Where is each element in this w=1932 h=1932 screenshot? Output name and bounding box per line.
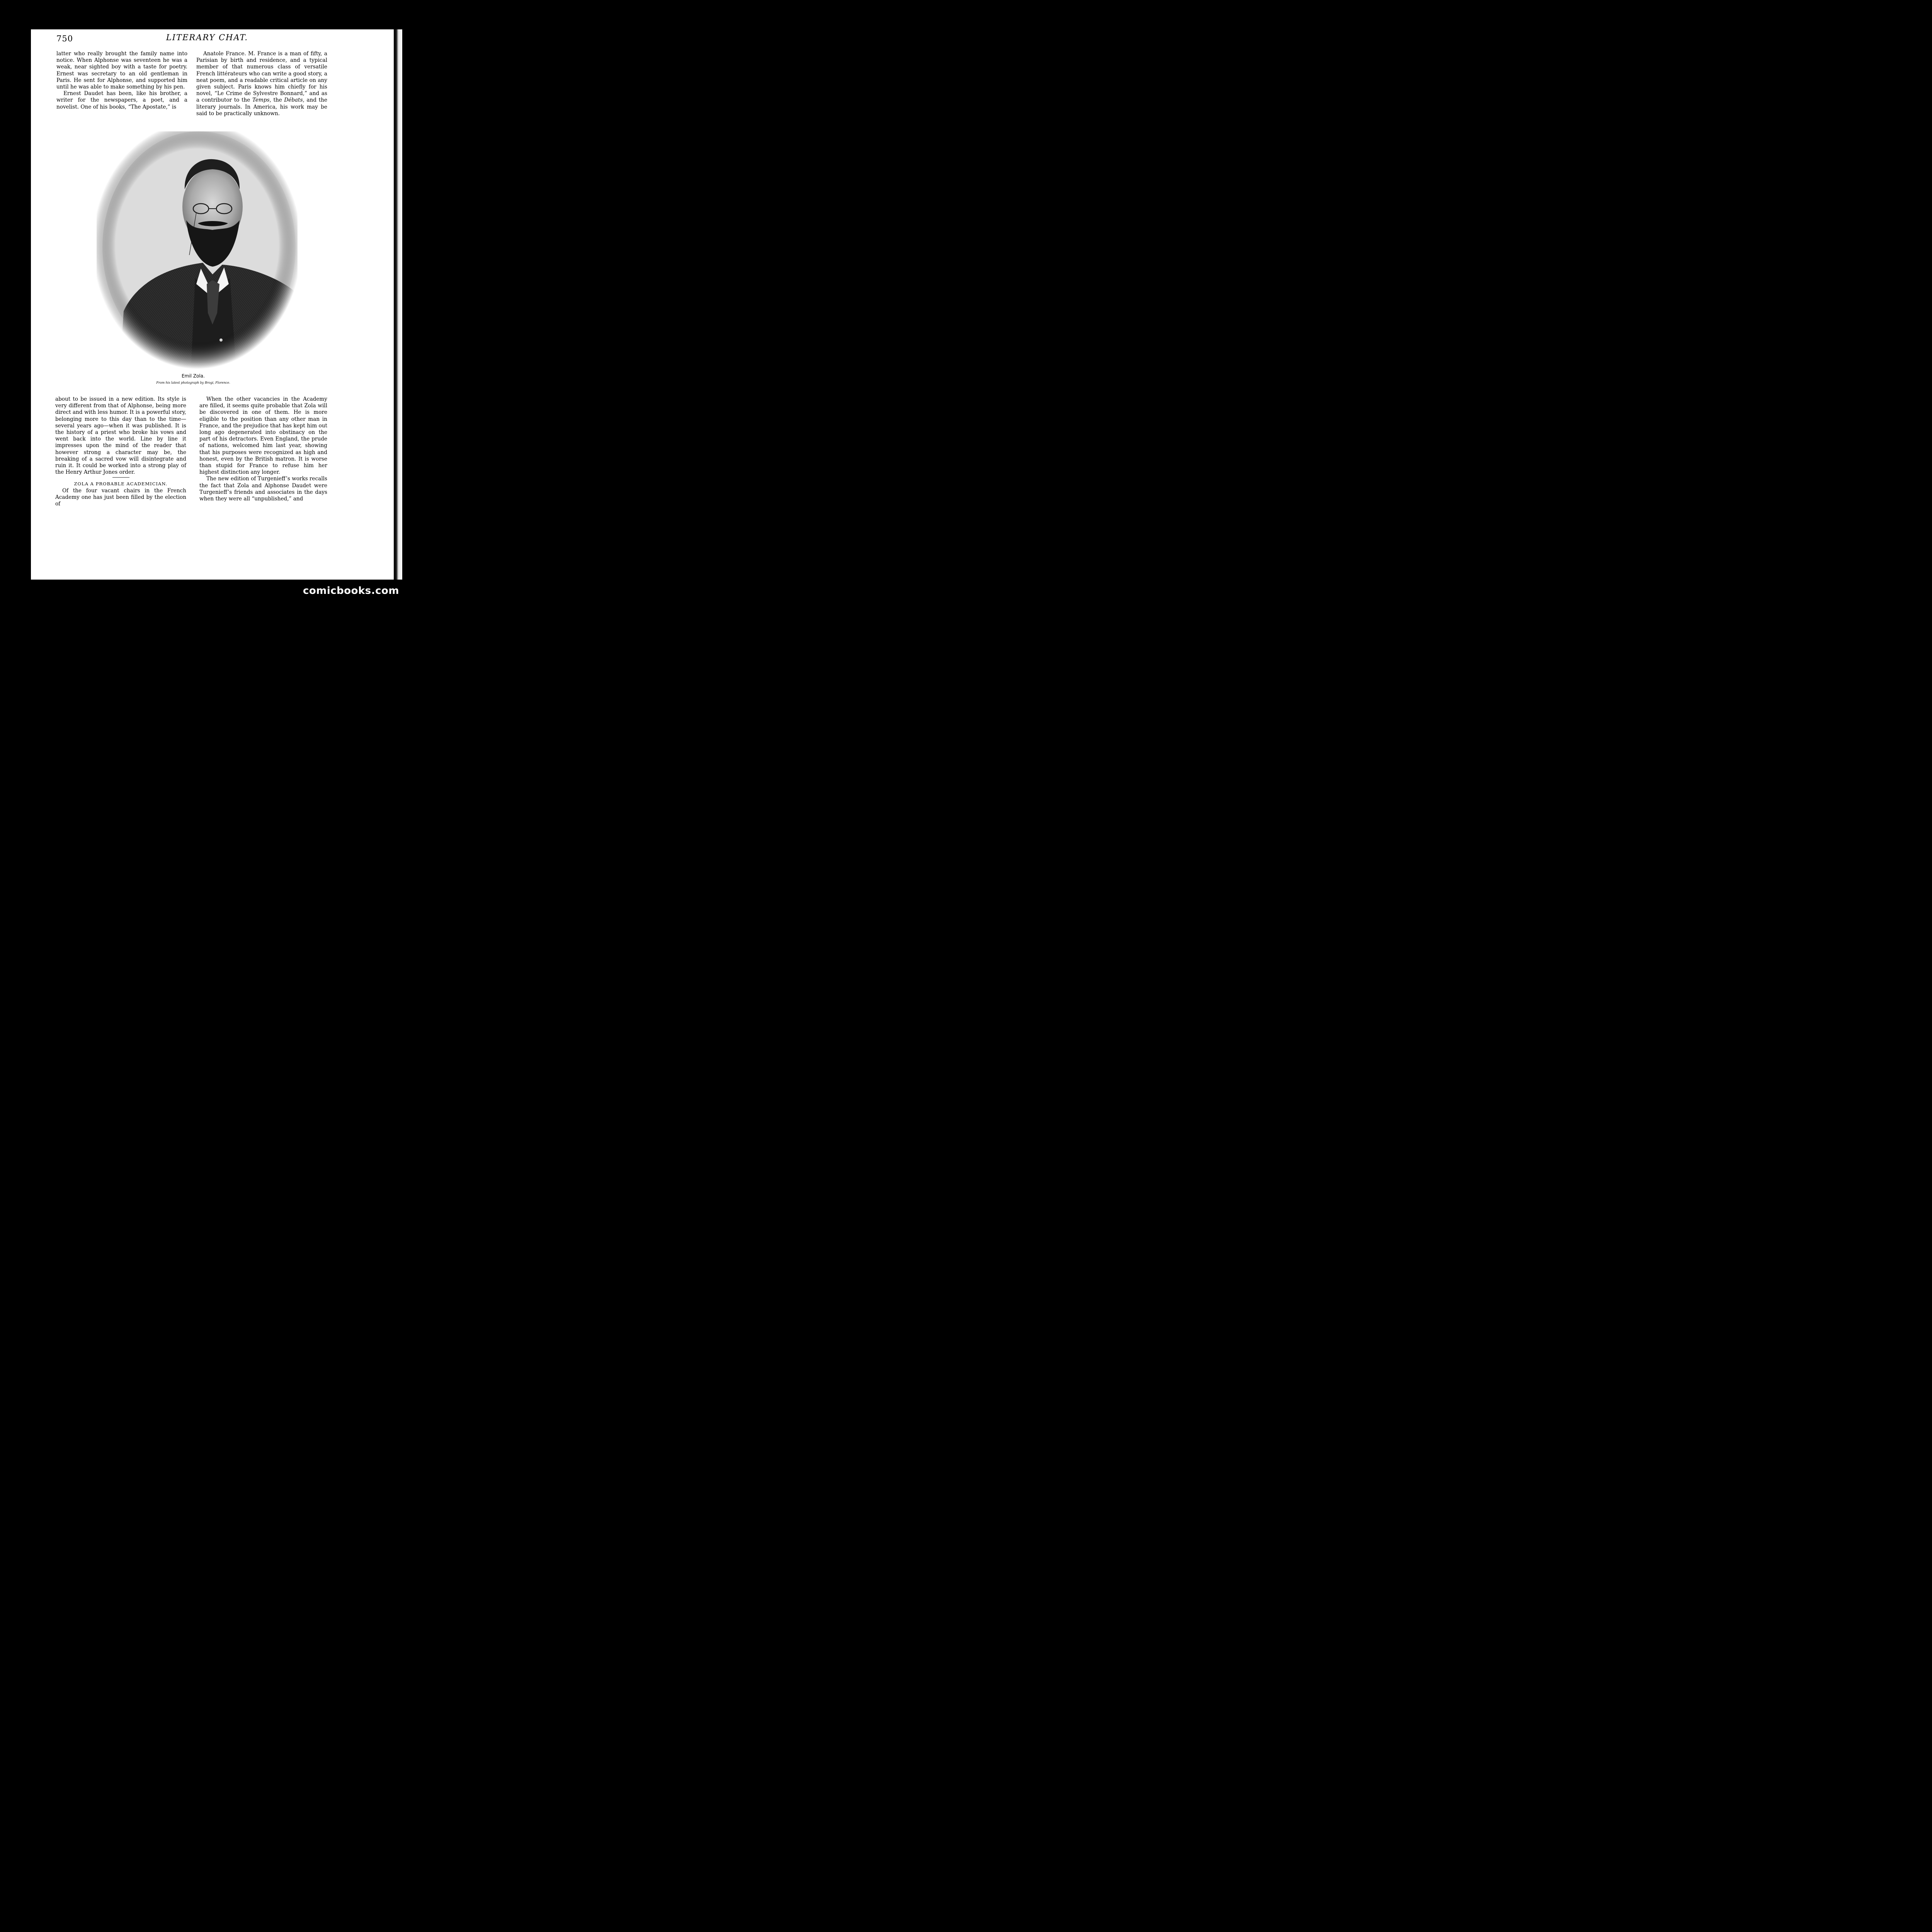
publication-title: Temps (252, 97, 270, 104)
site-watermark: comicbooks.com (303, 585, 399, 597)
portrait-engraving (97, 131, 298, 369)
section-divider (112, 477, 129, 478)
column-top-left (56, 51, 187, 111)
running-head: LITERARY CHAT. (166, 33, 248, 42)
paragraph: Of the four vacant chairs in the French Academy one has just been filled by the election of (55, 487, 186, 507)
column-bottom-right (199, 396, 327, 502)
paragraph: about to be issued in a new edition. Its style is very different from that of Alphonse, being more direct and with less humor. It is a powerful story, belonging more to this day than to the time—several years ago—when it was published. It is the history of a priest who broke his vows and went back into the world. Line by line it impresses upon the mind of the reader that however strong a character may be, the breaking of a sacred vow will disintegrate and ruin it. It could be worked into a strong play of the Henry Arthur Jones order. (55, 396, 186, 476)
text-run: Anatole France. M. France is a man of fifty, a Parisian by birth and residence, and a typical member of that numerous class of versatile French littérateurs who can write a good story, a neat poem, and a readable critical article on any given subject. Paris knows him chiefly for his novel, “Le Crime de Sylvestre Bonnard,” and as a contributor to the (196, 51, 327, 104)
section-heading: ZOLA A PROBABLE ACADEMICIAN. (74, 481, 168, 487)
paragraph: latter who really brought the family name into notice. When Alphonse was seventeen he was a weak, near sighted boy with a taste for poetry. Ernest was secretary to an old gentleman in Paris. He sent for Alphonse, and supported him until he was able to make something by his pen. (56, 51, 187, 90)
paragraph (196, 51, 327, 117)
publication-title: Débats (284, 97, 303, 104)
figure-caption: Emil Zola. (182, 373, 205, 379)
text-run: , the (269, 97, 284, 104)
paragraph: The new edition of Turgenieff’s works recalls the fact that Zola and Alphonse Daudet were Turgenieff’s friends and associates in the days when they were all “unpublished,” and (199, 476, 327, 502)
column-bottom-left (55, 396, 186, 507)
paragraph: When the other vacancies in the Academy are filled, it seems quite probable that Zola will be discovered in one of them. He is more eligible to the position than any other man in France, and the prejudice that has kept him out long ago degenerated into obstinacy on the part of his detractors. Even England, the prude of nations, welcomed him last year, showing that his purposes were recognized as high and honest, even by the British matron. It is worse than stupid for France to refuse him her highest distinction any longer. (199, 396, 327, 476)
column-top-right (196, 51, 327, 117)
facing-page-edge (394, 29, 402, 580)
page-number: 750 (56, 34, 73, 43)
text-run: , and the literary journals. In America, his work may be said to be practically unknown. (196, 97, 327, 117)
photo-credit: From his latest photograph by Brogi, Florence. (156, 381, 230, 384)
paragraph: Ernest Daudet has been, like his brother, a writer for the newspapers, a poet, and a novelist. One of his books, “The Apostate,” is (56, 90, 187, 110)
